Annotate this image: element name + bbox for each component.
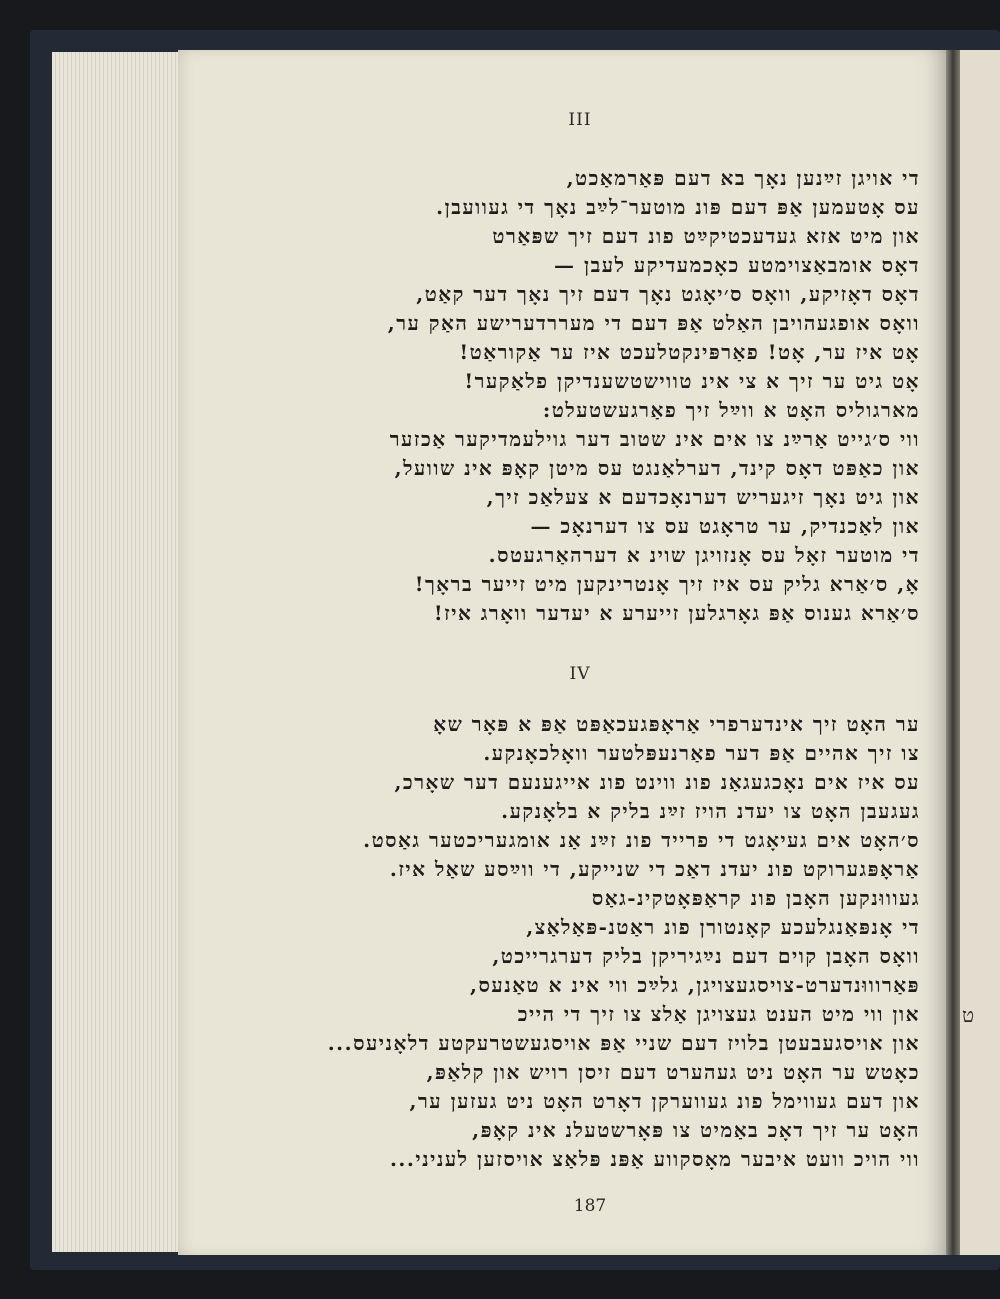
next-page-edge: [960, 50, 1000, 1255]
poem-line: און מיט אזא געדעכטיקײַט פונ דעם זיך שפּאַרט: [492, 224, 920, 248]
poem-line: וואָס אופגעהויבן האַלט אַפּ דעם די מעררדערישע האַק ער,: [387, 311, 920, 335]
poem-line: און גיט נאָך זיגעריש דערנאָכדעם א צעלאַכ זיך,: [486, 485, 920, 509]
poem-line: צו זיך אהיים אַפּ דער פאַרנעפּלטער וואָלכאָנקע.: [483, 741, 920, 765]
poem-line: האָט ער זיך דאָכ באַמיט צו פּאָרשטעלנ אינ קאָפּ,: [472, 1118, 920, 1142]
poem-line: מארגוליס האָט א ווײַל זיך פאַרגעשטעלט:: [542, 398, 920, 422]
poem-line: אָט איז ער, אָט! פאַרפּינקטלעכט איז ער אַקוראַט!: [459, 340, 920, 364]
poem-line: כאָטש ער האָט ניט געהערט דעם זיסן רויש און קלאַפּ,: [426, 1060, 920, 1084]
poem-line: ער האָט זיך אינדערפרי אַראָפּגעכאַפּט אַפּ א פּאָר שאָ: [433, 712, 920, 736]
poem-line: ווי ס׳גייט אַרײַנ צו אים אינ שטוב דער גוילעמדיקער אַכזער: [389, 427, 920, 451]
section-numeral-iv: IV: [569, 664, 591, 684]
poem-line: און דעם געווימל פונ געווערקן דאָרט האָט ניט געזען ער,: [409, 1089, 920, 1113]
poem-line: די מוטער זאָל עס אָנזויגן שוינ א דערהאַרגעטס.: [488, 543, 920, 567]
poem-line: פּאַרוווּנדערט-צויסגעצויגן, גלײַכ ווי אינ א טאַנעס,: [470, 973, 920, 997]
section-iii-poem: [210, 166, 920, 646]
poem-line: אָ, ס׳אַרא גליק עס איז זיך אָנטרינקען מיט זייער בראָך!: [414, 572, 920, 596]
poem-line: ס׳אַרא גענוס אַפּ גאָרגלען זייערע א יעדער וואָרג איז!: [433, 601, 920, 625]
poem-line: ווי הויכ וועט איבער מאָסקווע אַפּנ פּלאַצ אויסזען לעניני...: [389, 1147, 920, 1171]
poem-line: ס׳האָט אים געיאָגט די פרייד פונ זײַנ אַנ אומגעריכטער גאַסט.: [363, 828, 920, 852]
poem-line: וואָס האָבן קוים דעם נײַגיריקן בליק דערגרייכט,: [492, 944, 920, 968]
page-edges: [52, 52, 180, 1252]
poem-line: געוווּנקען האָבן פונ קראַפּאָטקינ-גאַס: [591, 886, 920, 910]
section-numeral-iii: III: [568, 110, 592, 130]
section-iv-poem: [210, 712, 920, 1192]
poem-line: און לאַכנדיק, ער טראָגט עס צו דערנאָכ —: [530, 514, 920, 538]
poem-line: עס איז אים נאָכגעגאַנ פונ ווינט פונ אייגענעם דער שאָרכ,: [394, 770, 920, 794]
poem-line: אָט גיט ער זיך א צי אינ טווישטשענדיקן פלאַקער!: [464, 369, 920, 393]
poem-line: די אויגן זײַנען נאָך בא דעם פּאַרמאַכט,: [566, 166, 920, 190]
poem-line: דאָס דאָזיקע, וואָס ס׳יאָגט נאָך דעם זיך נאָך דער קאַט,: [416, 282, 920, 306]
book-gutter: [946, 50, 960, 1255]
page-number: 187: [573, 1196, 607, 1216]
poem-line: אַראָפּגערוקט פונ יעדנ דאַכ די שנייקע, די ווײַסע שאַל איז.: [389, 857, 920, 881]
next-page-fragment: ט: [962, 1003, 975, 1027]
poem-line: דאָס אומבאַצוימטע כאָכמעדיקע לעבן —: [554, 253, 920, 277]
poem-line: און אויסגעבעטן בלויז דעם שניי אַפּ אויסגעשטרעקטע דלאָניעס...: [327, 1031, 920, 1055]
poem-line: די אָנפּאַנגלעכע קאָנטורן פונ ראַטנ-פּאַלאַצ,: [526, 915, 920, 939]
poem-line: און כאַפּט דאָס קינד, דערלאַנגט עס מיטן קאָפּ אינ שוועל,: [394, 456, 920, 480]
poem-line: געגעבן האָט צו יעדנ הויז זײַנ בליק א בלאָנקע.: [501, 799, 920, 823]
poem-line: עס אָטעמען אַפּ דעם פּונ מוטער־לײַב נאָך די געוועבן.: [436, 195, 920, 219]
poem-line: און ווי מיט הענט געצויגן אַלצ צו זיך די הייכ: [517, 1002, 920, 1026]
